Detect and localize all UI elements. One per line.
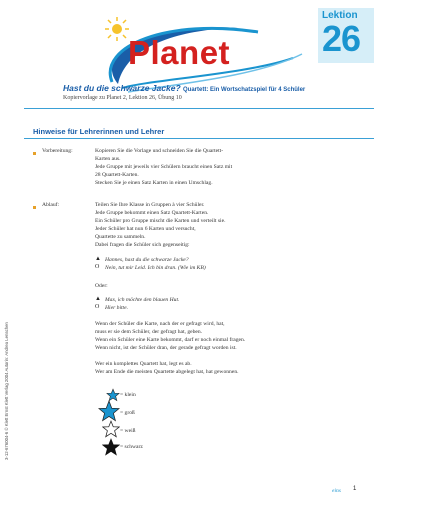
divider-top [24,108,374,109]
footer-page-number: 1 [353,486,357,492]
lektion-number: 26 [322,18,361,59]
title-sub: Quartett: Ein Wortschatzspiel für 4 Schüler [183,87,306,93]
text-ablauf-5: Quartette zu sammeln. [95,234,146,240]
text-ablauf-3: Ein Schüler pro Gruppe mischt die Karten und verteilt sie. [95,218,226,224]
footer-page-word: eins [332,488,341,494]
divider-heading [24,138,374,139]
text-oder: Oder: [95,283,108,289]
text-vorbereitung-2: Karten aus. [95,156,121,162]
planet-logo-text: Planet [128,34,231,71]
star-white-icon [102,420,120,438]
document-title [63,83,305,93]
end-1: Wer ein komplettes Quartett hat, legt es ab. [95,361,192,367]
dialog2-answer: Hier bitte. [105,305,128,311]
bullet-ablauf [33,206,36,209]
triangle-icon: ▲ [95,256,101,262]
copyright-sidebar: 3-12-676004-6 © Klett Ernst Klett Verlag 2004 Autorin: Andrea Lenschen [4,322,9,460]
rule-2: muss er sie dem Schüler, der gefragt hat, geben. [95,329,203,335]
rule-1: Wenn der Schüler die Karte, nach der er gefragt wird, hat, [95,321,225,327]
text-vorbereitung-1: Kopieren Sie die Vorlage und schneiden Sie die Quartett- [95,148,224,154]
dialog1-answer: Nein, tut mir Leid. Ich bin dran. (Wie im KB) [105,265,206,271]
section-heading: Hinweise für Lehrerinnen und Lehrer [33,127,165,136]
legend-klein: = klein [120,392,136,398]
text-vorbereitung-4: 28 Quartett-Karten. [95,172,139,178]
dialog2-question: Max, ich möchte den blauen Hut. [105,297,180,303]
star-large-icon [98,400,120,422]
legend-gross: = groß [120,410,135,416]
text-ablauf-1: Teilen Sie Ihre Klasse in Gruppen à vier Schüler. [95,202,205,208]
title-subline: Kopiervorlage zu Planet 2, Lektion 26, Übung 10 [63,95,182,101]
lektion-label: Lektion [322,10,358,21]
legend-schwarz: = schwarz [120,444,143,450]
circle-icon: O [95,304,100,310]
text-ablauf-2: Jede Gruppe bekommt einen Satz Quartett-Karten. [95,210,209,216]
label-ablauf: Ablauf: [42,202,60,208]
bullet-vorbereitung [33,152,36,155]
circle-icon: O [95,264,100,270]
text-vorbereitung-3: Jede Gruppe mit jeweils vier Schülern braucht einen Satz mit [95,164,233,170]
rule-3: Wenn ein Schüler eine Karte bekommt, darf er noch einmal fragen. [95,337,246,343]
dialog1-question: Hannes, hast du die schwarze Jacke? [105,257,189,263]
label-vorbereitung: Vorbereitung: [42,148,73,154]
text-ablauf-4: Jeder Schüler hat nun 6 Karten und versucht, [95,226,196,232]
triangle-icon: ▲ [95,296,101,302]
end-2: Wer am Ende die meisten Quartette abgelegt hat, hat gewonnen. [95,369,239,375]
text-vorbereitung-5: Stecken Sie je einen Satz Karten in einen Umschlag. [95,180,213,186]
star-black-icon [102,438,120,456]
legend-weiss: = weiß [120,428,136,434]
rule-4: Wenn nicht, ist der Schüler dran, der gerade gefragt worden ist. [95,345,237,351]
text-ablauf-6: Dabei fragen die Schüler sich gegenseitig: [95,242,190,248]
title-main: Hast du die schwarze Jacke? [63,83,181,93]
